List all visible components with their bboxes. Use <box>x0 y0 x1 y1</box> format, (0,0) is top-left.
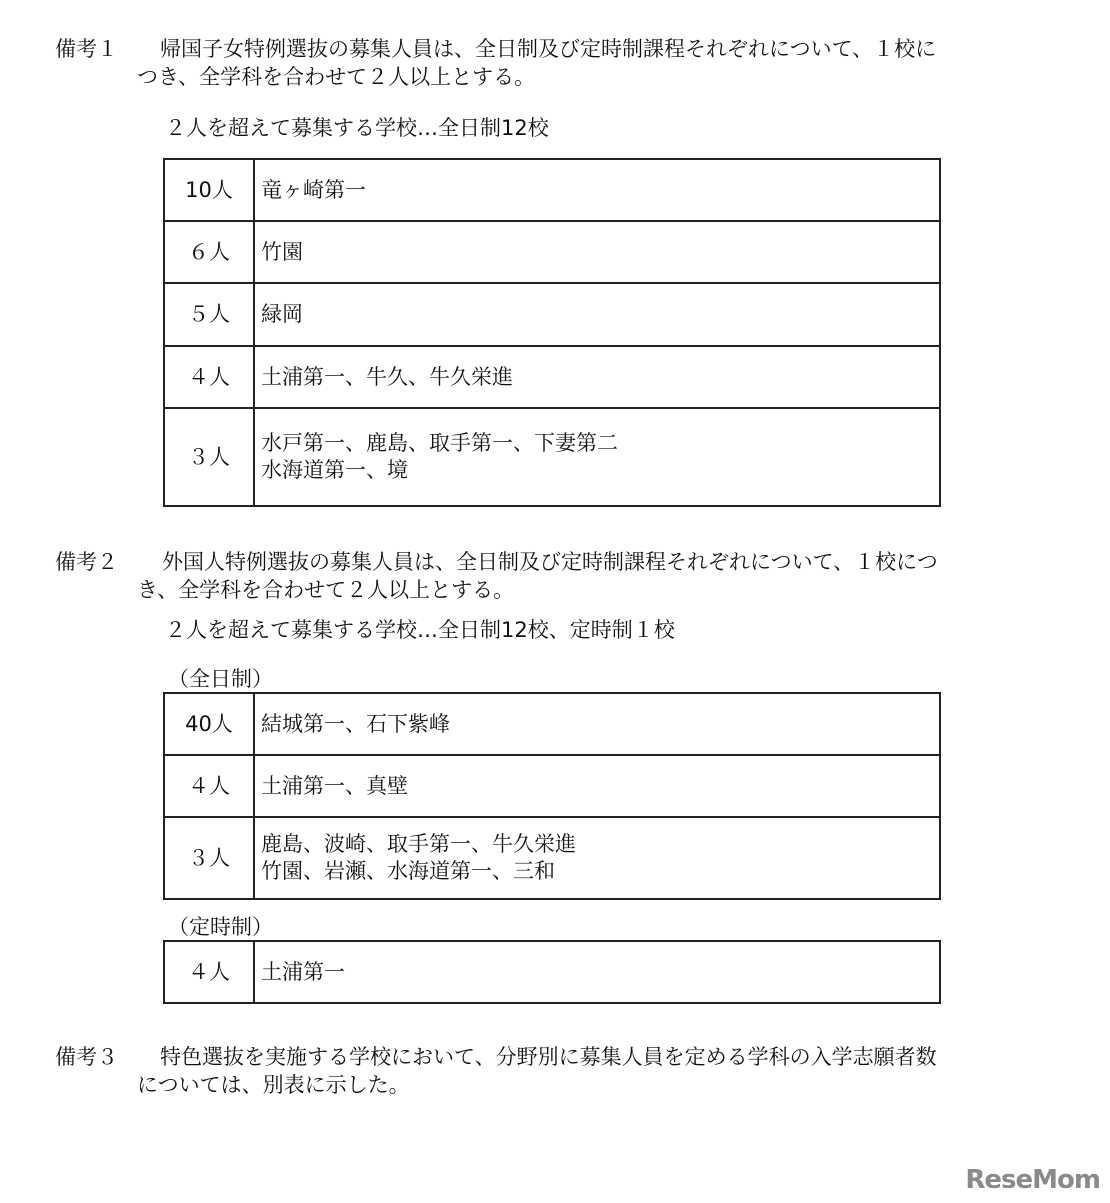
table-row <box>164 283 940 346</box>
schools-cell <box>254 755 940 817</box>
school-line: 土浦第一、牛久、牛久栄進 <box>261 364 513 389</box>
school-line: 緑岡 <box>261 302 303 326</box>
parttime-label: （定時制） <box>168 915 273 939</box>
note3-label: 備考３ <box>55 1045 118 1069</box>
school-line: 竹園、岩瀬、水海道第一、三和 <box>261 859 555 883</box>
schools-cell <box>254 941 940 1003</box>
count-cell: ４人 <box>164 755 254 817</box>
table-row <box>164 159 940 221</box>
count-cell: ５人 <box>164 283 254 346</box>
note3-line2: については、別表に示した。 <box>137 1073 410 1097</box>
resemom-logo: ReseMom <box>965 1165 1100 1195</box>
table-row <box>164 941 940 1003</box>
schools-cell <box>254 408 940 506</box>
count-cell: ３人 <box>164 817 254 899</box>
note1-summary: ２人を超えて募集する学校…全日制12校 <box>165 116 549 140</box>
table-row <box>164 346 940 408</box>
note2-label: 備考２ <box>55 550 118 574</box>
school-line: 土浦第一、真壁 <box>261 773 408 798</box>
school-line: 竜ヶ崎第一 <box>261 177 366 202</box>
count-cell: 40人 <box>164 693 254 755</box>
parttime-table <box>163 940 941 1004</box>
count-cell: ３人 <box>164 408 254 506</box>
note1-line2: つき、全学科を合わせて２人以上とする。 <box>137 65 536 89</box>
note1-line1: 帰国子女特例選抜の募集人員は、全日制及び定時制課程それぞれについて、１校に <box>160 37 937 61</box>
note2-line2: き、全学科を合わせて２人以上とする。 <box>137 578 515 602</box>
count-cell: ４人 <box>164 346 254 408</box>
schools-cell <box>254 346 940 408</box>
count-cell: ４人 <box>164 941 254 1003</box>
school-line: 竹園 <box>261 239 303 264</box>
schools-cell <box>254 817 940 899</box>
table-row <box>164 221 940 283</box>
note1-label: 備考１ <box>55 37 118 61</box>
table-row <box>164 408 940 506</box>
note2-summary: ２人を超えて募集する学校…全日制12校、定時制１校 <box>165 618 675 642</box>
school-line: 鹿島、波崎、取手第一、牛久栄進 <box>261 832 576 856</box>
count-cell: 10人 <box>164 159 254 221</box>
fulltime-label: （全日制） <box>168 667 273 691</box>
school-line: 水海道第一、境 <box>261 458 408 482</box>
table-row <box>164 755 940 817</box>
table-row <box>164 693 940 755</box>
schools-cell <box>254 283 940 346</box>
note3-line1: 特色選抜を実施する学校において、分野別に募集人員を定める学科の入学志願者数 <box>160 1045 937 1069</box>
school-line: 土浦第一 <box>261 959 345 984</box>
note1-table <box>163 158 941 507</box>
schools-cell <box>254 159 940 221</box>
schools-cell <box>254 693 940 755</box>
school-line: 水戸第一、鹿島、取手第一、下妻第二 <box>261 431 618 455</box>
count-cell: ６人 <box>164 221 254 283</box>
note2-line1: 外国人特例選抜の募集人員は、全日制及び定時制課程それぞれについて、１校につ <box>162 550 938 574</box>
table-row <box>164 817 940 899</box>
school-line: 結城第一、石下紫峰 <box>261 711 450 736</box>
schools-cell <box>254 221 940 283</box>
fulltime-table <box>163 692 941 900</box>
